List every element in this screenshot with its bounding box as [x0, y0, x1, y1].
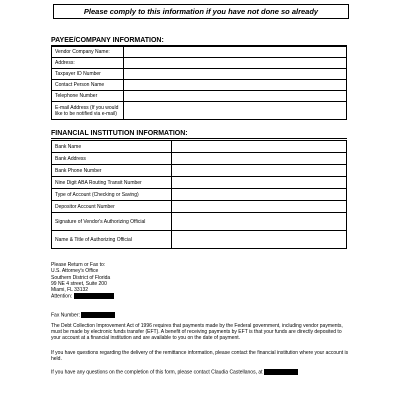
- account-number-field[interactable]: [172, 201, 347, 213]
- redaction-box: [264, 369, 298, 375]
- compliance-banner: Please comply to this information if you have not done so already: [53, 4, 349, 19]
- field-label: Name & Title of Authorizing Official: [52, 231, 172, 249]
- fax-label: Fax Number:: [51, 312, 80, 319]
- table-row: [52, 91, 347, 102]
- payee-info-table: [51, 46, 347, 120]
- telephone-field[interactable]: [124, 91, 347, 102]
- attention-line: [51, 293, 114, 300]
- return-district: Southern District of Florida: [51, 274, 111, 281]
- field-label: Address:: [52, 58, 124, 69]
- field-label: Vendor Company Name:: [52, 47, 124, 58]
- attention-label: Attention:: [51, 293, 73, 300]
- field-label: Contact Person Name: [52, 80, 124, 91]
- table-row: [52, 69, 347, 80]
- taxpayer-id-field[interactable]: [124, 69, 347, 80]
- address-field[interactable]: [124, 58, 347, 69]
- field-label: Bank Name: [52, 141, 172, 153]
- table-row: [52, 189, 347, 201]
- return-office: U.S. Attorney's Office: [51, 268, 99, 275]
- bank-name-field[interactable]: [172, 141, 347, 153]
- official-name-title-field[interactable]: [172, 231, 347, 249]
- field-label: Signature of Vendor's Authorizing Official: [52, 213, 172, 231]
- return-street: 99 NE 4 street, Suite 200: [51, 280, 107, 287]
- contact-text: If you have any questions on the completion of this form, please contact Claudia Castellanos, at: [51, 369, 263, 376]
- table-row: [52, 165, 347, 177]
- table-row: [52, 80, 347, 91]
- table-row: [52, 231, 347, 249]
- bank-title-underline: [51, 138, 347, 139]
- return-city: Miami, FL 33132: [51, 287, 89, 294]
- bank-phone-field[interactable]: [172, 165, 347, 177]
- bank-info-table: [51, 140, 347, 249]
- table-row: [52, 141, 347, 153]
- table-row: [52, 177, 347, 189]
- aba-routing-field[interactable]: [172, 177, 347, 189]
- bank-address-field[interactable]: [172, 153, 347, 165]
- vendor-signature-field[interactable]: [172, 213, 347, 231]
- return-heading: Please Return or Fax to:: [51, 262, 106, 268]
- table-row: [52, 201, 347, 213]
- field-label: Taxpayer ID Number: [52, 69, 124, 80]
- redaction-box: [74, 293, 114, 299]
- field-label: Telephone Number: [52, 91, 124, 102]
- account-type-field[interactable]: [172, 189, 347, 201]
- field-label: Type of Account (Checking or Saving): [52, 189, 172, 201]
- payee-section-title: PAYEE/COMPANY INFORMATION:: [51, 37, 164, 44]
- email-field[interactable]: [124, 102, 347, 120]
- table-row: [52, 58, 347, 69]
- return-address-block: [51, 262, 114, 300]
- table-row: [52, 213, 347, 231]
- fax-line: [51, 312, 115, 318]
- contact-person-field[interactable]: [124, 80, 347, 91]
- field-label: Bank Phone Number: [52, 165, 172, 177]
- bank-section-title: FINANCIAL INSTITUTION INFORMATION:: [51, 130, 188, 137]
- table-row: [52, 153, 347, 165]
- field-label: Nine Digit ABA Routing Transit Number: [52, 177, 172, 189]
- table-row: [52, 47, 347, 58]
- field-label: Bank Address: [52, 153, 172, 165]
- table-row: [52, 102, 347, 120]
- dcia-paragraph: The Debt Collection Improvement Act of 1996 requires that payments made by the Federal government, including vendor payments, must be made by electronic funds transfer (EFT). A benefit of receiving payments by EFT is that your funds are directly deposited to your account at a financial institution and are available to you on the date of payment.: [51, 323, 343, 341]
- redaction-box: [81, 312, 115, 318]
- vendor-company-name-field[interactable]: [124, 47, 347, 58]
- contact-paragraph: [51, 369, 351, 375]
- field-label: E-mail Address (If you would like to be notified via e-mail): [52, 102, 124, 120]
- field-label: Depositor Account Number: [52, 201, 172, 213]
- remittance-paragraph: If you have questions regarding the delivery of the remittance information, please contact the financial institution where your account is held.: [51, 350, 349, 362]
